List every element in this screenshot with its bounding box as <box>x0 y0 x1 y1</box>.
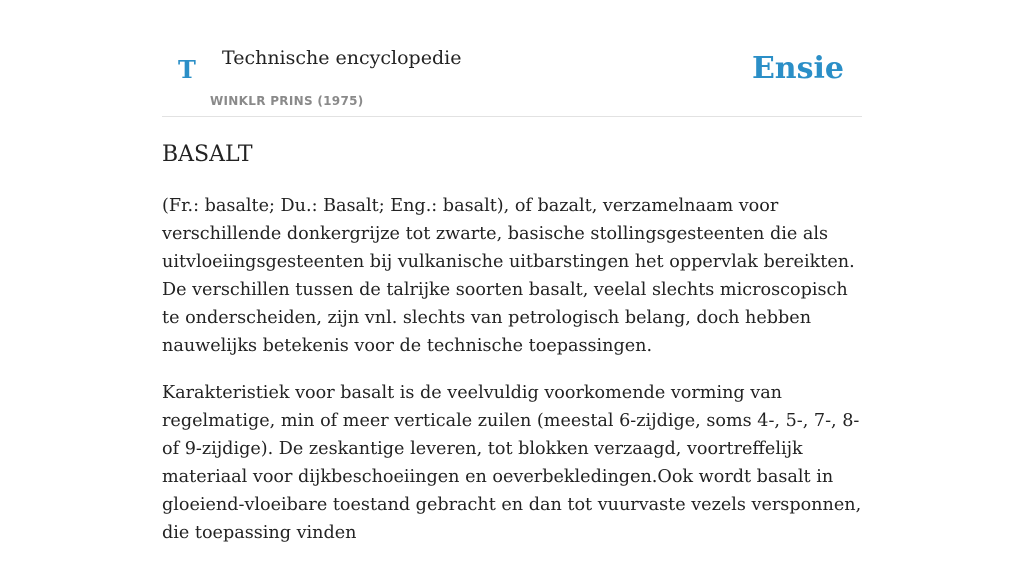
article-paragraph-1: (Fr.: basalte; Du.: Basalt; Eng.: basalt), of bazalt, verzamelnaam voor verschillende donkergrijze tot zwarte, basische stollingsgesteenten die als uitvloeiingsgesteenten bij vulkanische uitbarstingen het oppervlak bereikten. De verschillen tussen de talrijke soorten basalt, veelal slechts microscopisch te onderscheiden, zijn vnl. slechts van petrologisch belang, doch hebben nauwelijks betekenis voor de technische toepassingen. <box>162 196 855 356</box>
book-title-link[interactable]: Technische encyclopedie <box>222 47 462 69</box>
ensie-logo-link[interactable]: Ensie <box>751 51 844 86</box>
article <box>162 138 862 566</box>
book-letter-icon[interactable]: T <box>178 55 196 84</box>
article-title: BASALT <box>162 142 253 167</box>
article-paragraph-2: Karakteristiek voor basalt is de veelvuldig voorkomende vorming van regelmatige, min of meer verticale zuilen (meestal 6-zijdige, soms 4-, 5-, 7-, 8- of 9-zijdige). De zeskantige leveren, tot blokken verzaagd, voortreffelijk materiaal voor dijkbeschoeiingen en oeverbekledingen.Ook wordt basalt in gloeiend-vloeibare toestand gebracht en dan tot vuurvaste vezels versponnen, die toepassing vinden <box>162 383 862 543</box>
book-source: WINKLR PRINS (1975) <box>210 94 364 108</box>
book-header <box>162 0 862 117</box>
